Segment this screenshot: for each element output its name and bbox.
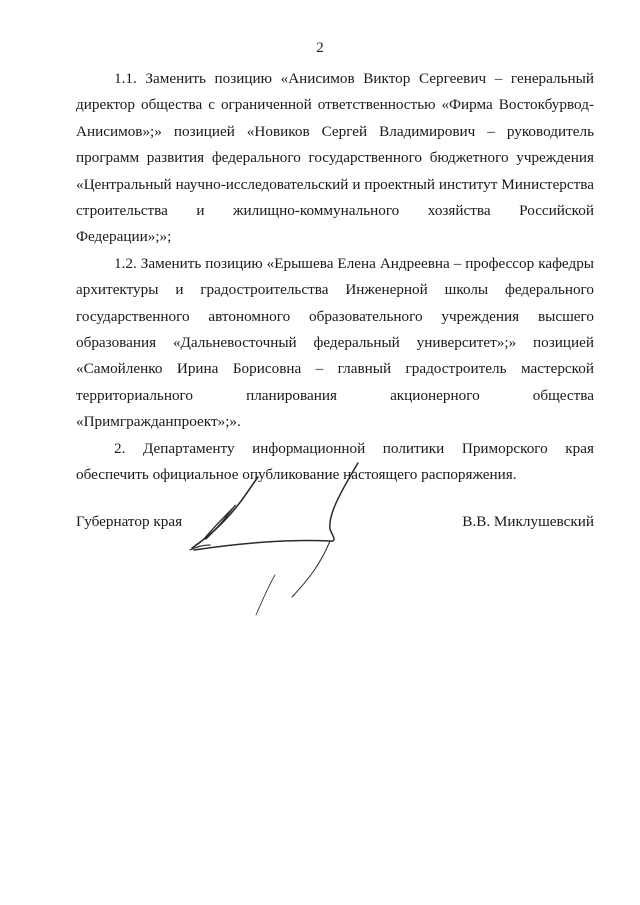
page-number: 2: [316, 40, 324, 56]
handwritten-signature: [180, 455, 380, 625]
signatory-name: В.В. Миклушевский: [462, 513, 594, 530]
signatory-position: Губернатор края: [76, 513, 183, 530]
document-body: [76, 66, 594, 489]
paragraph-1-2: 1.2. Заменить позицию «Ерышева Елена Андреевна – профессор кафедры архитектуры и градостроительства Инженерной школы федерального государственного автономного образовательного учреждения высшего образования «Дальневосточный федеральный университет»;» позицией «Самойленко Ирина Борисовна – главный градостроитель мастерской территориального планирования акционерного общества «Примгражданпроект»;».: [76, 254, 594, 431]
paragraph-1-1: 1.1. Заменить позицию «Анисимов Виктор Сергеевич – генеральный директор общества с ограниченной ответственностью «Фирма Востокбурвод-Анисимов»;» позицией «Новиков Сергей Владимирович – руководитель программ развития федерального государственного бюджетного учреждения «Центральный научно-исследовательский и проектный институт Министерства строительства и жилищно-коммунального хозяйства Российской Федерации»;»;: [76, 70, 594, 246]
paragraph-2: 2. Департаменту информационной политики Приморского края обеспечить официальное опубликование настоящего распоряжения.: [76, 439, 594, 484]
